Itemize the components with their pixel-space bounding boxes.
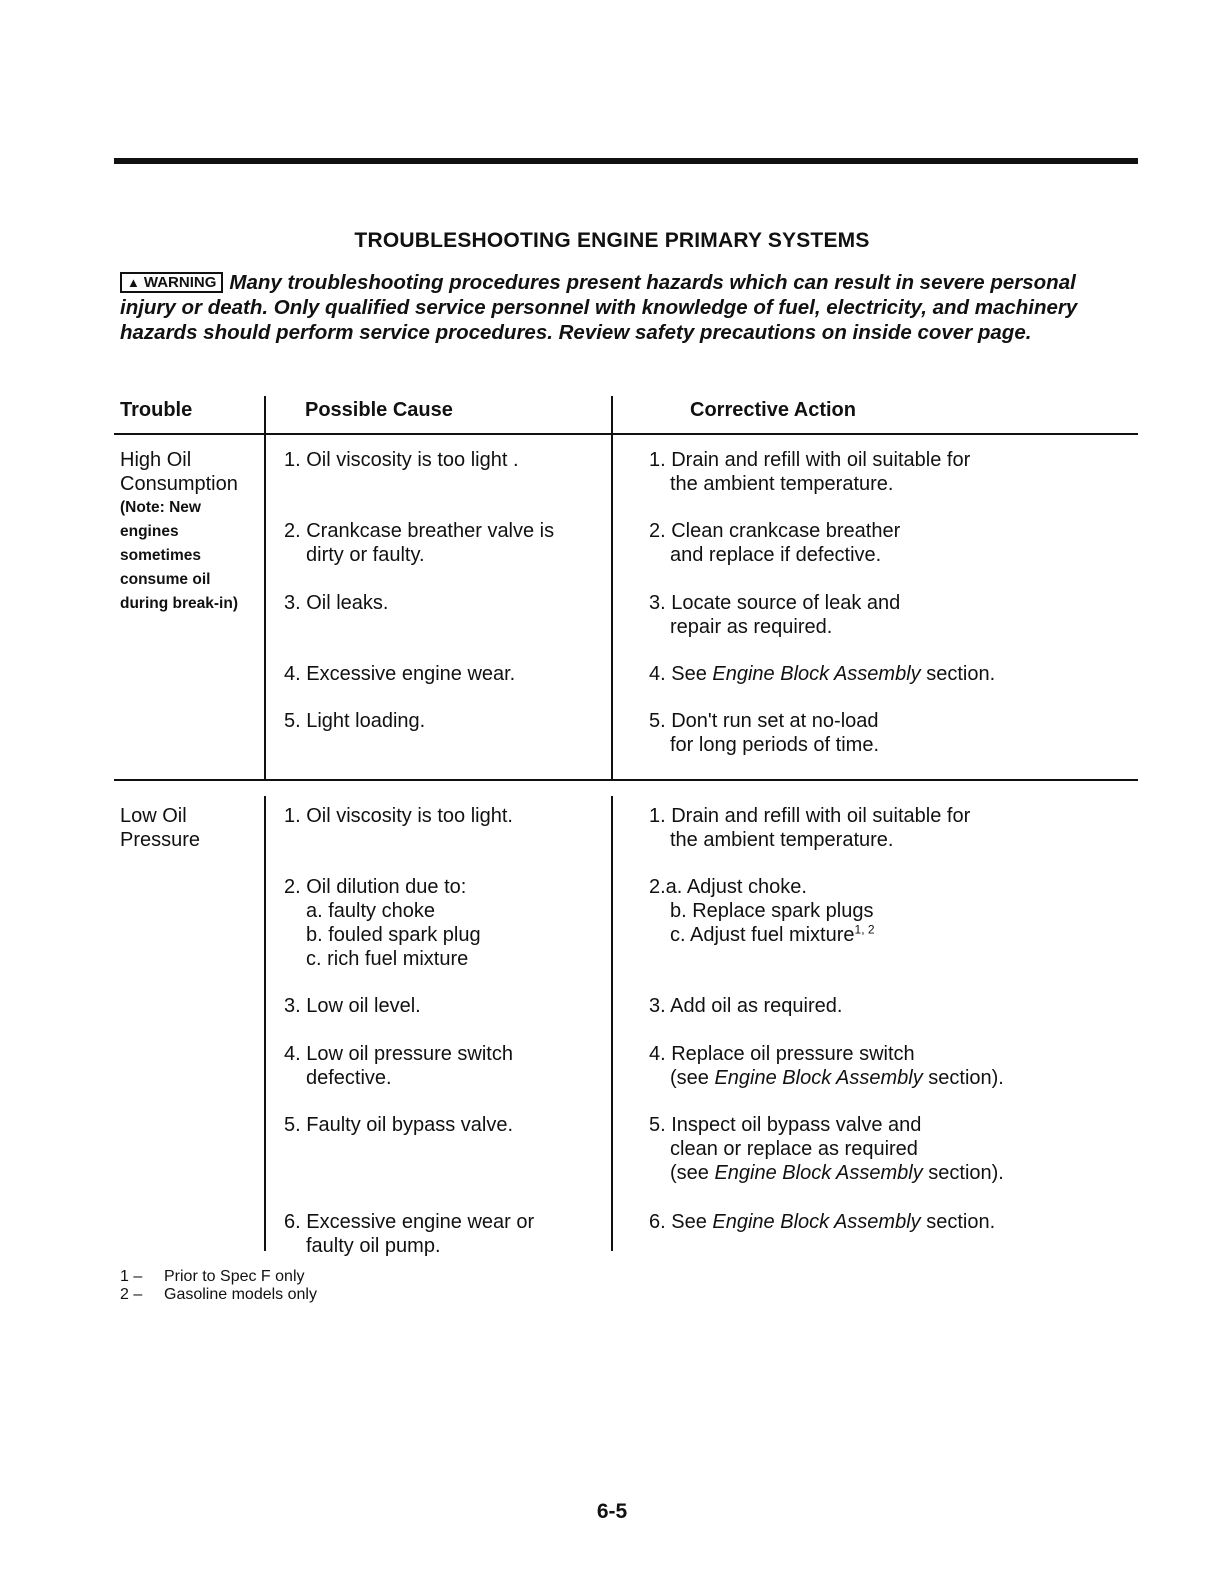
cause-item: 5. Faulty oil bypass valve. — [284, 1114, 513, 1136]
trouble-low-oil-pressure: Low Oil Pressure — [120, 805, 201, 851]
action-item: 3. Add oil as required. — [649, 995, 843, 1017]
header-corrective-action: Corrective Action — [690, 399, 856, 421]
column-divider-1-lower — [264, 796, 266, 1251]
section-divider — [114, 779, 1138, 781]
top-rule — [114, 158, 1138, 164]
page-number: 6-5 — [596, 1500, 628, 1523]
cause-item: 6. Excessive engine wear or faulty oil pump. — [284, 1211, 535, 1257]
column-divider-1-upper — [264, 396, 266, 780]
warning-text: Many troubleshooting procedures present hazards which can result in severe personal injury or death. Only qualified service personnel with knowledge of fuel, electricity, and machinery hazards should perform service procedures. Review safety precautions on inside cover page. — [120, 271, 1078, 344]
cause-item: 3. Oil leaks. — [284, 592, 389, 614]
cause-item: 4. Low oil pressure switch defective. — [284, 1043, 513, 1089]
header-rule — [114, 433, 1138, 435]
action-item: 3. Locate source of leak and repair as required. — [649, 592, 901, 638]
cause-item: 2. Crankcase breather valve is dirty or faulty. — [284, 520, 555, 566]
footnote-1: 1 – Prior to Spec F only — [120, 1268, 305, 1285]
footnote-ref: 1, 2 — [854, 922, 875, 937]
cause-item: 2. Oil dilution due to: a. faulty choke b. fouled spark plug c. rich fuel mixture — [284, 876, 481, 970]
action-item: 5. Inspect oil bypass valve and clean or replace as required (see Engine Block Assembly section). — [649, 1114, 1004, 1184]
header-trouble: Trouble — [120, 399, 193, 421]
action-item: 4. Replace oil pressure switch (see Engine Block Assembly section). — [649, 1043, 1004, 1089]
warning-label: ▲ WARNING — [120, 272, 223, 293]
cause-item: 5. Light loading. — [284, 710, 426, 732]
footnote-2: 2 – Gasoline models only — [120, 1286, 317, 1303]
column-divider-2-lower — [611, 796, 613, 1251]
column-divider-2-upper — [611, 396, 613, 780]
action-item: 4. See Engine Block Assembly section. — [649, 663, 996, 685]
cause-item: 1. Oil viscosity is too light . — [284, 449, 519, 471]
action-item: 1. Drain and refill with oil suitable for the ambient temperature. — [649, 805, 971, 851]
page-title: TROUBLESHOOTING ENGINE PRIMARY SYSTEMS — [354, 229, 870, 252]
cause-item: 4. Excessive engine wear. — [284, 663, 516, 685]
action-item: 1. Drain and refill with oil suitable for the ambient temperature. — [649, 449, 971, 495]
cause-item: 3. Low oil level. — [284, 995, 421, 1017]
action-item: 2.a. Adjust choke. b. Replace spark plugs c. Adjust fuel mixture$^{1, 2}$ — [649, 876, 875, 946]
action-item: 5. Don't run set at no-load for long periods of time. — [649, 710, 879, 756]
trouble-note: (Note: New engines sometimes consume oil during break-in) — [120, 499, 238, 612]
header-possible-cause: Possible Cause — [305, 399, 453, 421]
warning-paragraph — [120, 270, 1136, 345]
action-item: 6. See Engine Block Assembly section. — [649, 1211, 996, 1233]
cause-item: 1. Oil viscosity is too light. — [284, 805, 513, 827]
warning-triangle-icon: ▲ — [127, 275, 140, 290]
trouble-high-oil-consumption: High Oil Consumption (Note: New engines sometimes consume oil during break-in) — [120, 448, 238, 616]
action-item: 2. Clean crankcase breather and replace if defective. — [649, 520, 901, 566]
